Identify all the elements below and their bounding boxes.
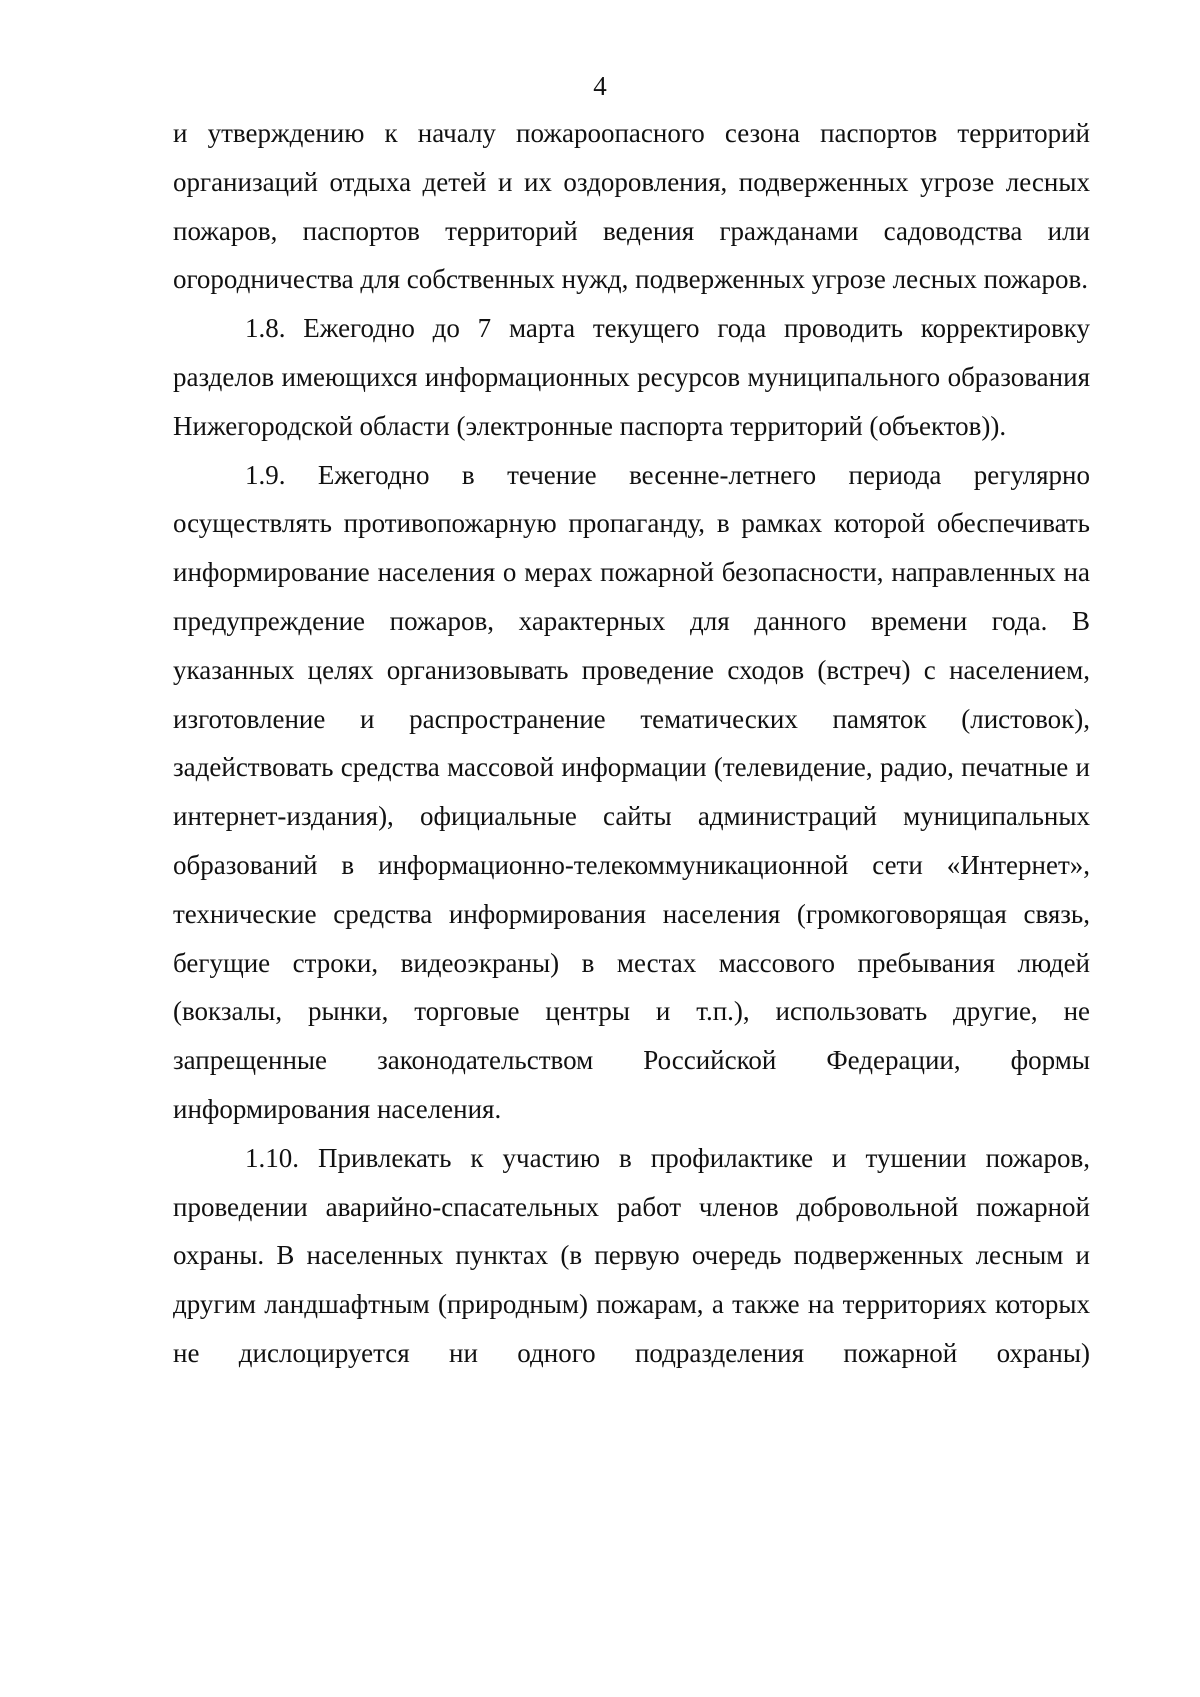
paragraph-continuation: и утверждению к началу пожароопасного сезона паспортов территорий организаций отдыха детей и их оздоровления, подверженных угрозе лесных пожаров, паспортов территорий ведения гражданами садоводства или огородничества для собственных нужд, подверженных угрозе лесных пожаров.	[173, 118, 1090, 295]
paragraph-item-1-8: 1.8. Ежегодно до 7 марта текущего года проводить корректировку разделов имеющихся информационных ресурсов муниципального образования Нижегородской области (электронные паспорта территорий (объектов)).	[173, 313, 1090, 441]
page-number: 4	[593, 71, 607, 101]
paragraph-item-1-10: 1.10. Привлекать к участию в профилактике и тушении пожаров, проведении аварийно-спасательных работ членов добровольной пожарной охраны. В населенных пунктах (в первую очередь подверженных лесным и другим ландшафтным (природным) пожарам, а также на территориях которых не дислоцируется ни одного подразделения пожарной охраны)	[173, 1142, 1090, 1368]
paragraph-item-1-9: 1.9. Ежегодно в течение весенне-летнего периода регулярно осуществлять противопожарную пропаганду, в рамках которой обеспечивать информирование населения о мерах пожарной безопасности, направленных на предупреждение пожаров, характерных для данного времени года. В указанных целях организовывать проведение сходов (встреч) с населением, изготовление и распространение тематических памяток (листовок), задействовать средства массовой информации (телевидение, радио, печатные и интернет-издания), официальные сайты администраций муниципальных образований в информационно-телекоммуникационной сети «Интернет», технические средства информирования населения (громкоговорящая связь, бегущие строки, видеоэкраны) в местах массового пребывания людей (вокзалы, рынки, торговые центры и т.п.), использовать другие, не запрещенные законодательством Российской Федерации, формы информирования населения.	[173, 459, 1090, 1124]
document-body	[173, 109, 1090, 1378]
